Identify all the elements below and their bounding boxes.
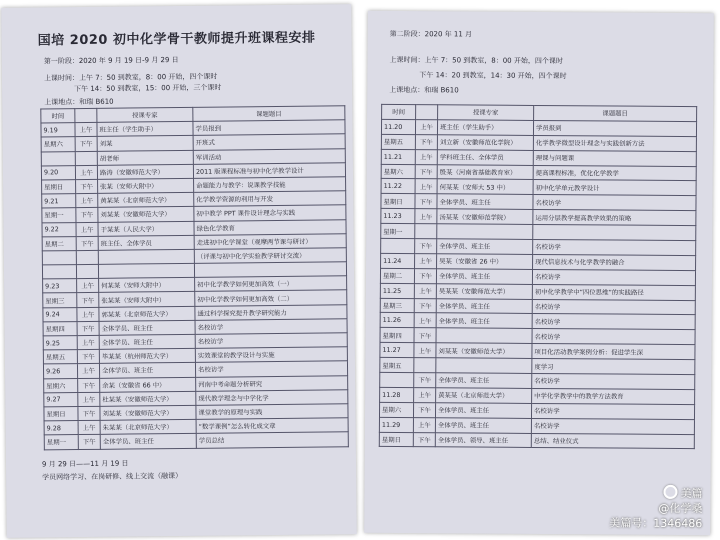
cell-topic: 名校访学: [532, 269, 695, 285]
cell-topic: 现代教学理念与中学化学: [196, 389, 348, 405]
cell-date: 11.21: [381, 149, 415, 164]
cell-half: [76, 250, 98, 264]
cell-date: 星期六: [379, 402, 413, 417]
cell-topic: 初中化学教学中“四位思维”的实践路径: [532, 284, 695, 300]
cell-expert: [98, 263, 194, 278]
cell-expert: 毕某某（杭州师范大学）: [99, 349, 195, 364]
watermark: [609, 484, 702, 531]
cell-expert: 黄某某（北京师范大学）: [436, 388, 532, 404]
cell-date: [41, 151, 75, 166]
cell-half: 下午: [414, 268, 436, 283]
cell-expert: 吴某某（安徽师范大学）: [436, 283, 532, 299]
cell-date: 星期五: [380, 358, 414, 373]
cell-date: 9.19: [41, 123, 75, 138]
cell-expert: 全体学员、班主任: [437, 194, 533, 210]
cell-expert: 学科班主任、全体学员: [437, 149, 533, 165]
cell-expert: 全体学员、班主任: [100, 434, 196, 449]
cell-date: 11.25: [380, 283, 414, 298]
cell-expert: 全体学员、班主任: [436, 313, 532, 329]
cell-expert: 张某（安师大附中）: [98, 178, 194, 193]
cell-half: 下午: [414, 373, 436, 388]
cell-topic: 走进初中化学课堂（观摩两节课与研讨）: [194, 233, 346, 249]
header-time: 时间: [382, 104, 416, 119]
cell-half: 上午: [414, 313, 436, 328]
cell-expert: 于某某（人民大学）: [98, 221, 194, 236]
cell-topic: 中学化学教学中的教学方法教育: [532, 388, 695, 404]
cell-expert: 路涛（安徽师范大学）: [97, 164, 193, 179]
cell-expert: 全体学员、领导、班主任: [435, 432, 531, 448]
cell-date: 星期一: [381, 224, 415, 239]
header-time: 时间: [41, 109, 75, 124]
cell-date: 星期日: [42, 180, 76, 195]
cell-topic: 初中化学单元教学设计: [533, 180, 696, 196]
cell-half: 下午: [415, 239, 437, 254]
cell-half: 下午: [78, 406, 100, 420]
cell-half: 上午: [77, 307, 99, 321]
cell-expert: 吴某（安徽省 26 中）: [437, 254, 533, 270]
cell-date: [42, 250, 76, 265]
cell-expert: 全体学员、班主任: [437, 239, 533, 255]
cell-topic: 名校访学: [532, 314, 695, 330]
cell-date: 星期六: [44, 378, 78, 393]
cell-half: 上午: [75, 123, 97, 137]
cell-expert: 郭某某（北京师范大学）: [99, 306, 195, 321]
class-time-pm: 下午 14：20 到教室，14：30 开始，四个课时: [419, 71, 567, 81]
cell-half: 下午: [77, 321, 99, 335]
cell-expert: 全体学员、班主任: [435, 417, 531, 433]
cell-date: 9.24: [43, 307, 77, 322]
cell-topic: 命题能力与教学：说课教学技能: [194, 177, 346, 193]
cell-expert: 全体学员、班主任: [435, 403, 531, 419]
document-title: 国培 2020 初中化学骨干教师提升班课程安排: [37, 30, 316, 49]
cell-topic: 开班式: [193, 134, 345, 150]
cell-expert: [437, 224, 533, 240]
header-expert: 授课专家: [438, 105, 534, 121]
schedule-sheet-phase-one: [1, 4, 357, 538]
cell-date: 星期六: [41, 137, 75, 152]
cell-topic: 初中教学 PPT 课件设计理念与实践: [194, 205, 346, 221]
cell-topic: 2011 版课程标准与初中化学教学设计: [193, 163, 345, 179]
cell-expert: 刘某: [97, 136, 193, 151]
watermark-id: 美篇号：1346486: [609, 516, 703, 531]
cell-expert: 刘某某（安徽师范大学）: [98, 207, 194, 222]
cell-topic: [194, 262, 346, 278]
header-half: [416, 105, 438, 120]
cell-topic: 度学习: [532, 359, 695, 375]
cell-date: 星期一: [44, 435, 78, 450]
cell-half: 下午: [78, 378, 100, 392]
cell-topic: 现代信息技术与化学教学的融合: [533, 254, 696, 270]
cell-half: 上午: [78, 392, 100, 406]
cell-expert: 全体学员、班主任: [99, 363, 195, 378]
cell-half: 上午: [413, 417, 435, 432]
cell-date: 9.28: [44, 421, 78, 436]
cell-date: 星期三: [380, 298, 414, 313]
cell-topic: 名校访学: [195, 361, 347, 377]
class-location: 上课地点：和瑞 B610: [389, 85, 459, 95]
cell-topic: 课堂教学的原理与实践: [196, 404, 348, 420]
cell-date: 星期六: [381, 164, 415, 179]
phase-one-dates: 第一阶段：2020 年 9 月 19 日-9 月 29 日: [43, 55, 179, 66]
cell-expert: 汤某某（安徽师范学院）: [437, 209, 533, 225]
cell-date: 9.23: [43, 279, 77, 294]
cell-date: 11.29: [379, 417, 413, 432]
cell-half: 上午: [76, 193, 98, 207]
cell-expert: 刘某某（安徽师范大学）: [436, 343, 532, 359]
class-time-label: 上课时间：: [43, 74, 80, 83]
cell-date: 11.23: [381, 209, 415, 224]
cell-half: 上午: [415, 120, 437, 135]
cell-date: 星期五: [381, 134, 415, 149]
cell-topic: （评课与初中化学实验教学研讨交流）: [194, 248, 346, 264]
phase-two-schedule-table: [379, 104, 697, 450]
cell-half: 下午: [78, 435, 100, 449]
cell-date: 星期二: [42, 236, 76, 251]
cell-half: [414, 358, 436, 373]
cell-expert: [436, 328, 532, 344]
cell-expert: 张某某（安师大附中）: [99, 292, 195, 307]
cell-half: [76, 264, 98, 278]
between-activity: 学员网络学习、在岗研修、线上交流（融课）: [42, 471, 183, 481]
cell-half: 下午: [75, 137, 97, 151]
cell-topic: 初中化学教学如何更加高效（一）: [195, 276, 347, 292]
cell-date: 9.26: [43, 364, 77, 379]
table-row: [379, 432, 694, 449]
cell-date: 星期三: [43, 293, 77, 308]
cell-expert: 全体学员、班主任: [436, 373, 532, 389]
cell-expert: 班主任（学生助手）: [437, 120, 533, 136]
cell-topic: 河南中考命题分析研究: [196, 375, 348, 391]
cell-half: 下午: [76, 208, 98, 222]
cell-topic: “数学课例”怎么转化成文章: [196, 418, 348, 434]
cell-topic: 名校访学: [533, 195, 696, 211]
cell-half: [75, 151, 97, 165]
cell-half: 上午: [75, 165, 97, 179]
cell-half: 上午: [415, 179, 437, 194]
class-time-pm: 下午 14：50 到教室，15：00 开始，三个课时: [74, 83, 222, 94]
cell-half: 上午: [414, 388, 436, 403]
cell-date: 星期四: [43, 321, 77, 336]
phase-two-meta: [367, 53, 713, 100]
cell-half: 上午: [76, 222, 98, 236]
cell-half: 上午: [414, 343, 436, 358]
cell-topic: 名校访学: [533, 239, 696, 255]
cell-half: 下午: [77, 350, 99, 364]
cell-half: 上午: [77, 279, 99, 293]
cell-half: 下午: [415, 194, 437, 209]
cell-expert: [436, 358, 532, 374]
cell-half: 上午: [415, 254, 437, 269]
cell-expert: 班主任（学生助手）: [97, 122, 193, 137]
cell-half: 下午: [77, 293, 99, 307]
watermark-account: @化学桑: [658, 501, 703, 516]
cell-expert: 班主任、全体学员: [98, 235, 194, 250]
cell-date: 11.20: [381, 119, 415, 134]
cell-half: 下午: [415, 134, 437, 149]
cell-half: 上午: [78, 420, 100, 434]
cell-topic: 名校访学: [532, 299, 695, 315]
cell-date: 11.26: [380, 313, 414, 328]
cell-expert: [98, 249, 194, 264]
cell-half: 下午: [415, 164, 437, 179]
cell-expert: 全体学员、班主任: [99, 320, 195, 335]
class-location: 上课地点：和瑞 B610: [44, 97, 114, 107]
cell-date: [380, 372, 414, 387]
cell-half: 上午: [415, 209, 437, 224]
cell-topic: 运用分层教学提高教学效果的策略: [533, 210, 696, 226]
phase-between-note: [6, 455, 356, 485]
phase-two-dates: 第二阶段：2020 年 11 月: [389, 29, 473, 39]
between-dates: 9 月 29 日——11 月 19 日: [41, 459, 129, 468]
cell-topic: 提高课程标准，优化化学教学: [533, 165, 696, 181]
cell-topic: 化学教学微型设计理念与实践创新方法: [533, 135, 696, 151]
cell-date: 11.28: [380, 387, 414, 402]
phase-one-schedule-table: [40, 105, 349, 450]
meipian-logo-icon: [663, 485, 677, 499]
cell-topic: 通过科学探究提升教学研究能力: [195, 304, 347, 320]
cell-date: 9.21: [42, 194, 76, 209]
cell-expert: 刘某某（安徽师范大学）: [100, 405, 196, 420]
cell-half: 下午: [76, 179, 98, 193]
cell-half: 上午: [77, 364, 99, 378]
header-half: [75, 108, 97, 122]
cell-date: 9.20: [41, 165, 75, 180]
cell-topic: 学员总结: [196, 432, 348, 448]
class-time-am: 上午 7：50 到教室，8：00 开始，四个课时: [78, 72, 218, 83]
cell-topic: [533, 225, 696, 241]
cell-expert: 朱某某（北京师范大学）: [100, 419, 196, 434]
cell-topic: 名校访学: [195, 319, 347, 335]
cell-expert: 余某（安徽省 66 中）: [100, 377, 196, 392]
cell-expert: 何某某（安师大附中）: [99, 278, 195, 293]
cell-expert: 殷某（河南省基础教育室）: [437, 164, 533, 180]
header-topic: 课题题目: [534, 105, 697, 121]
cell-topic: 名校访学: [532, 329, 695, 345]
cell-half: [415, 224, 437, 239]
cell-topic: 军训活动: [193, 148, 345, 164]
cell-expert: 杜某某（安徽师范大学）: [100, 391, 196, 406]
cell-topic: 学员报到: [533, 120, 696, 136]
cell-date: 星期日: [379, 432, 413, 447]
class-time-am: 上课时间：上午 7：50 到教室，8：00 开始，四个课时: [389, 55, 563, 66]
cell-half: 下午: [414, 328, 436, 343]
cell-topic: 理课与问题课: [533, 150, 696, 166]
cell-date: [381, 238, 415, 253]
cell-date: 9.22: [42, 222, 76, 237]
phase-one-meta: [2, 53, 353, 109]
cell-expert: 全体学员、班主任: [436, 298, 532, 314]
cell-half: 下午: [413, 432, 435, 447]
table-row: [44, 432, 348, 449]
cell-topic: 名校访学: [532, 373, 695, 389]
cell-date: 星期二: [380, 268, 414, 283]
cell-topic: 项目化活动教学案例分析：促进学生深: [532, 344, 695, 360]
cell-date: 星期五: [43, 350, 77, 365]
cell-expert: 黄某某（北京师范大学）: [98, 192, 194, 207]
cell-date: 11.27: [380, 343, 414, 358]
cell-half: 上午: [415, 149, 437, 164]
cell-topic: 名校访学: [531, 403, 694, 419]
cell-date: 星期日: [44, 407, 78, 422]
cell-topic: 总结、结业仪式: [531, 433, 694, 449]
cell-half: 上午: [77, 335, 99, 349]
cell-date: 星期四: [380, 328, 414, 343]
cell-topic: 名校访学: [531, 418, 694, 434]
cell-date: 星期一: [42, 208, 76, 223]
cell-half: 上午: [414, 283, 436, 298]
cell-date: 11.22: [381, 179, 415, 194]
watermark-app: 美篇: [680, 486, 703, 501]
cell-half: 下午: [76, 236, 98, 250]
cell-expert: 刘立新（安徽师范化学院）: [437, 135, 533, 151]
cell-date: 11.24: [381, 253, 415, 268]
cell-date: 星期日: [381, 194, 415, 209]
cell-expert: 胡老师: [97, 150, 193, 165]
cell-date: 9.25: [43, 336, 77, 351]
header-expert: 授课专家: [97, 107, 193, 122]
cell-topic: 名校访学: [195, 333, 347, 349]
cell-half: 下午: [413, 402, 435, 417]
cell-topic: 初中化学教学如何更加高效（二）: [195, 290, 347, 306]
cell-expert: 全体学员、班主任: [436, 269, 532, 285]
cell-topic: 化学教学资源的利用与开发: [194, 191, 346, 207]
cell-topic: 实效课堂的教学设计与实施: [195, 347, 347, 363]
schedule-sheet-phase-two: [364, 11, 714, 535]
cell-half: 下午: [414, 298, 436, 313]
cell-topic: 绿色化学教育: [194, 219, 346, 235]
cell-expert: 何某某（安师大 53 中）: [437, 179, 533, 195]
cell-date: 9.27: [44, 392, 78, 407]
cell-date: [42, 265, 76, 280]
cell-topic: 学员报到: [193, 120, 345, 136]
header-topic: 课题题目: [193, 106, 345, 122]
cell-expert: 全体学员、班主任: [99, 334, 195, 349]
